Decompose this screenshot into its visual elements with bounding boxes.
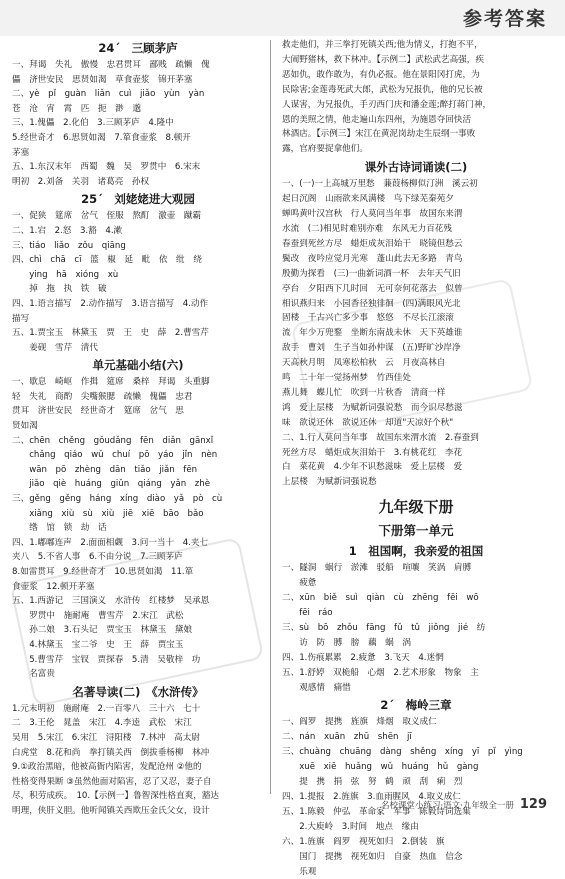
answer-line: 乐观 — [282, 865, 550, 879]
answer-line: 四、1.提报 2.旌旗 3.血雨腥风 4.取义成仁 — [282, 790, 550, 805]
answer-line: 茅塞 — [12, 146, 264, 161]
answer-line: 苍 沧 宵 霄 匹 扼 渺 邈 — [12, 102, 264, 117]
section-heading: 24ˊ 三顾茅庐 — [12, 40, 264, 56]
answer-line: 轻 失礼 商酌 尖嘴猴腮 疏懒 傀儡 忠君 — [12, 390, 264, 405]
answer-line: 贯耳 济世安民 经世奇才 筵席 岔气 思 — [12, 404, 264, 419]
answer-line: 二、yè pǐ guàn liǎn cuì jiǎo yùn yàn — [12, 87, 264, 102]
answer-line: 三、gěng gěng háng xíng diào yǎ pò cù — [12, 492, 264, 507]
answer-line: 燕儿舞 蝶儿忙 吹到一片秋香 清商一样 — [282, 386, 550, 401]
answer-line: 林酒店。【示例三】宋江在黄泥岗劫走生辰纲一事败 — [282, 127, 550, 142]
answer-line: 二 3.王伦 晁盖 宋江 4.李逵 武松 宋江 — [12, 716, 264, 731]
answer-line: 二、nán xuān zhū shēn jī — [282, 730, 550, 745]
answer-line: 大闹野猪林，救下林冲。【示例二】武松武艺高强，疾 — [282, 53, 550, 68]
answer-line: 死丝方尽 蜡炬成灰泪始干 3.有桃花红 李花 — [282, 446, 550, 461]
column-divider — [270, 40, 271, 794]
answer-line: 9.①政治黑暗，他被高衙内陷害，发配沧州 ②他的 — [12, 760, 264, 775]
answer-line: 恩的美照之情，他走遍山东四州，为施恩夺回快活 — [282, 113, 550, 128]
answer-line: 春蚕到死丝方尽 蜡炬成灰泪始干 晓镜但愁云 — [282, 237, 550, 252]
answer-line: 掉 拖 执 铁 破 — [12, 282, 264, 297]
answer-line: 访 防 膊 膀 藕 蜗 涡 — [282, 636, 550, 651]
section-heading: 课外古诗词诵读(二) — [282, 159, 550, 175]
unit-heading: 下册第一单元 — [282, 521, 550, 539]
answer-key-title: 参考答案 — [463, 4, 547, 31]
answer-line: 提 携 捐 弦 努 鹤 顽 刮 痢 烈 — [282, 775, 550, 790]
answer-line: 性格变得果断 ③虽然他面对陷害，忍了又忍，妻子自 — [12, 775, 264, 790]
section-heading: 1 祖国啊，我亲爱的祖国 — [282, 543, 550, 559]
answer-line: 二、1.行人莫问当年事 故国东来渭水流 2.春蚕到 — [282, 431, 550, 446]
answer-line: 流 年少万兜鍪 坐断东南战未休 天下英雄谁 — [282, 326, 550, 341]
answer-line: 露，官府要捉拿他们。 — [282, 142, 550, 157]
answer-line: 鸿 爱上层楼 为赋新词强说愁 而今识尽愁滋 — [282, 401, 550, 416]
answer-line: ying hā xióng xù — [12, 268, 264, 283]
answer-line: 四、1.伤痕累累 2.疲惫 3.飞天 4.迷惘 — [282, 651, 550, 666]
answer-line: 三、1.傀儡 2.化伯 3.三顾茅庐 4.隆中 — [12, 116, 264, 131]
answer-line: 贤如渴 — [12, 419, 264, 434]
answer-line: 敌手 曹刘 生子当如孙仲谋 (五)野旷沙岸净 — [282, 341, 550, 356]
answer-line: 亭台 夕阳西下几时回 无可奈何花落去 似曾 — [282, 282, 550, 297]
answer-line: 三、sù bō zhǒu fāng fǔ tǔ jiǒng jié 纺 — [282, 621, 550, 636]
page-footer — [381, 797, 547, 812]
page-number: 129 — [520, 797, 547, 812]
answer-line: 二、xūn biě suì qiàn cù zhēng fēi wō — [282, 591, 550, 606]
answer-line: 明理，侠肝义胆。他听闻镇关西欺压金氏父女，设计 — [12, 804, 264, 819]
answer-line: 固楼 千古兴亡多少事 悠悠 不尽长江滚滚 — [282, 311, 550, 326]
answer-line: 二、1.宕 2.怒 3.豁 4.漱 — [12, 224, 264, 239]
answer-line: 起日沉阁 山雨欲来风满楼 鸟下绿芜秦苑夕 — [282, 192, 550, 207]
answer-line: 救走他们，并三拳打死镇关西;他为情义，打抱不平， — [282, 38, 550, 53]
answer-line: 五、1.东汉末年 西蜀 魏 吴 罗贯中 6.宋末 — [12, 160, 264, 175]
answer-line: 蝉鸣黄叶汉宫秋 行人莫问当年事 故国东来渭 — [282, 207, 550, 222]
answer-line: 儡 济世安民 思贤如渴 草食壶浆 锦开茅塞 — [12, 73, 264, 88]
answer-line: 吴用 5.宋江 6.宋江 浔阳楼 7.林冲 高太尉 — [12, 731, 264, 746]
answer-line: 姜砚 雪芹 清代 — [12, 341, 264, 356]
answer-line: 名富贵 — [12, 667, 264, 682]
answer-line: 描写 — [12, 312, 264, 327]
answer-line: 三、tiáo liǎo zǒu qiāng — [12, 239, 264, 254]
answer-line: 水流 (二)相见时难别亦难 东风无力百花残 — [282, 222, 550, 237]
answer-line: 罗贯中 施耐庵 曹雪芹 2.宋江 武松 — [12, 609, 264, 624]
answer-line: 鬓改 夜吟应觉月光寒 蓬山此去无多路 青鸟 — [282, 252, 550, 267]
answer-line: 夹八 5.不省人事 6.不由分说 7.三顾茅庐 — [12, 550, 264, 565]
answer-line: 六、1.旌旗 阎罗 视死如归 2.倒装 旗 — [282, 835, 550, 850]
answer-line: 二、chēn chěng gǒudǎng fēn diǎn gānxǐ — [12, 434, 264, 449]
answer-line: 四、chì chā cī 篮 椒 延 毗 依 纰 绕 — [12, 253, 264, 268]
answer-line: chǎng qiáo wǔ chuí pō yáo jǐn nèn — [12, 448, 264, 463]
answer-line: 味 欲说还休 欲说还休 却道"天凉好个秋" — [282, 416, 550, 431]
answer-line: 人谋害，为兄报仇，手刃西门庆和潘金莲;醉打蒋门神， — [282, 98, 550, 113]
answer-line: 一、阎罗 提携 旌旗 烽烟 取义成仁 — [282, 715, 550, 730]
answer-line: 一、隧洞 蜗行 淤滩 驳船 喧嚷 笑涡 肩膊 — [282, 561, 550, 576]
answer-line: 8.如雷贯耳 9.经世奇才 10.思贤如渴 11.箪 — [12, 565, 264, 580]
answer-line: 四、1.语言描写 2.动作描写 3.语言描写 4.动作 — [12, 297, 264, 312]
answer-line: xiǎng xiù sù xiù jiē xiē bāo bǎo — [12, 507, 264, 522]
answer-line: 四、1.嘟嘟连声 2.面面相觑 3.问一当十 4.夹七 — [12, 536, 264, 551]
answer-line: 白 菜花黄 4.少年不识愁滋味 爱上层楼 爱 — [282, 460, 550, 475]
answer-line: 观感情 痛惜 — [282, 681, 550, 696]
volume-heading: 九年级下册 — [282, 496, 550, 517]
answer-line: 殷勤为探看 (三)一曲新词酒一杯 去年天气旧 — [282, 267, 550, 282]
answer-line: 五、1.贾宝玉 林黛玉 贾 王 史 薛 2.曹雪芹 — [12, 326, 264, 341]
answer-line: 一、歇息 崎岖 作揖 筵席 桑梓 拜谒 头重脚 — [12, 375, 264, 390]
answer-line: 天高秋月明 凤寒松柏秋 云 月夜高林自 — [282, 356, 550, 371]
section-heading: 名著导读(二) 《水浒传》 — [12, 684, 264, 700]
answer-line: 孙二娘 3.石头记 贾宝玉 林黛玉 黛娘 — [12, 623, 264, 638]
answer-line: 相识燕归来 小园香径独徘徊 (四)满眼风光北 — [282, 297, 550, 312]
answer-line: jiǎo qiè huáng giǔn qiáng yǎn zhè — [12, 477, 264, 492]
answer-line: 食壶浆 12.顿开茅塞 — [12, 580, 264, 595]
answer-line: xuē xiē huǎng wǔ huáng hǔ gàng — [282, 760, 550, 775]
section-heading: 2ˊ 梅岭三章 — [282, 697, 550, 713]
answer-line: 五、1.舒婷 双桅船 心烟 2.艺术形象 物象 主 — [282, 666, 550, 681]
answer-line: 上层楼 为赋新词强说愁 — [282, 475, 550, 490]
answer-line: 国门 提携 视死如归 自豪 热血 信念 — [282, 850, 550, 865]
answer-line: 一、促狭 筵席 岔气 侄服 熬酊 激壶 蹴霸 — [12, 209, 264, 224]
answer-line: 一、(一)一上高城万里愁 蒹葭杨柳似汀洲 溪云初 — [282, 177, 550, 192]
answer-line: 5.曹雪芹 宝钗 贾探春 5.清 吴敬梓 功 — [12, 653, 264, 668]
answer-line: 5.经世奇才 6.思贤如渴 7.箪食壶浆 8.顿开 — [12, 131, 264, 146]
answer-line: 五、1.西游记 三国演义 水浒传 红楼梦 吴承恩 — [12, 594, 264, 609]
answer-line: 尽，积劳成疾。 10.【示例一】鲁智深性格直爽，豁达 — [12, 789, 264, 804]
answer-line: 1.元末明初 施耐庵 2.一百零八 三十六 七十 — [12, 702, 264, 717]
answer-line: 白虎堂 8.花和尚 拳打镇关西 倒拔垂杨柳 林冲 — [12, 746, 264, 761]
answer-line: 明初 2.刘备 关羽 诸葛亮 孙权 — [12, 175, 264, 190]
answer-line: fēi ráo — [282, 606, 550, 621]
answer-line: 4.林黛玉 宝二爷 史 王 薛 贾宝玉 — [12, 638, 264, 653]
answer-line: 鸣 二十年一觉扬州梦 竹西佳处 — [282, 371, 550, 386]
answer-line: 疲惫 — [282, 576, 550, 591]
answer-line: 一、拜谒 失礼 傲慢 忠君贯耳 鄙贱 疏懒 傀 — [12, 58, 264, 73]
answer-line: 恶如仇，敢作敢为，有仇必报。他在景阳冈打虎，为 — [282, 68, 550, 83]
answer-line: 2.大庾岭 3.时间 地点 缘由 — [282, 820, 550, 835]
answer-line: 绺 馆 锁 劫 话 — [12, 521, 264, 536]
footer-book-title: 名校课堂小练习·语文·九年级全一册 — [381, 799, 514, 811]
answer-line: 五、1.陈毅 仲弘 革命家 军事 陈毅诗词选集 — [282, 805, 550, 820]
answer-line: 三、chuàng chuāng dàng shěng xíng yī pǐ yìng — [282, 745, 550, 760]
answer-line: 民除害;金莲毒死武大郎，武松为兄报仇，他的兄长被 — [282, 83, 550, 98]
section-heading: 单元基础小结(六) — [12, 357, 264, 373]
section-heading: 25ˊ 刘姥姥进大观园 — [12, 191, 264, 207]
answer-line: wān pō zhèng dān tiǎo jiǎn fēn — [12, 463, 264, 478]
